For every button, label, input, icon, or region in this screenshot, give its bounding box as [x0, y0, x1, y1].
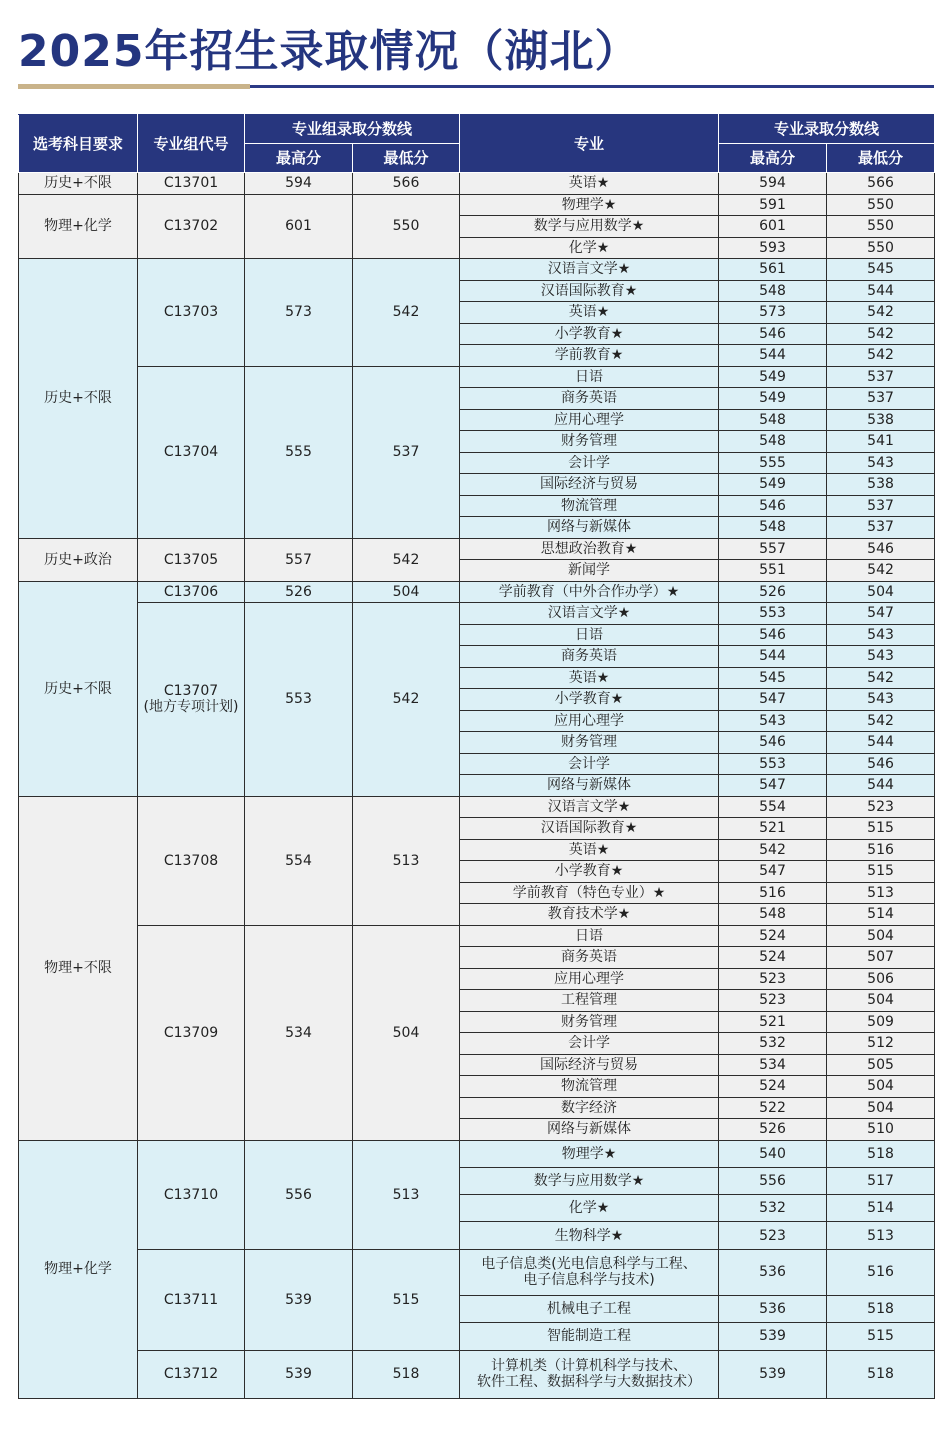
major-min-cell: 544: [827, 280, 935, 302]
major-name: 数学与应用数学★: [533, 1172, 645, 1189]
major-name: 财务管理: [561, 433, 618, 450]
major-name: 应用心理学: [554, 712, 625, 729]
major-name: 应用心理学: [554, 970, 625, 987]
major-name: 化学★: [568, 1200, 610, 1217]
major-max-cell: 546: [719, 624, 827, 646]
major-name: 财务管理: [561, 734, 618, 751]
major-max-cell: 573: [719, 302, 827, 324]
major-min-cell: 504: [827, 990, 935, 1012]
major-min-cell: 507: [827, 947, 935, 969]
title-underline-navy: [250, 85, 934, 88]
major-name-cell: [460, 409, 719, 431]
subject-cell: 历史+不限: [19, 581, 138, 796]
group-code-note: (地方专项计划): [143, 699, 239, 716]
major-min-cell: 550: [827, 194, 935, 216]
major-min-cell: 546: [827, 538, 935, 560]
major-name: 会计学: [568, 454, 611, 471]
group-code: C13704: [163, 444, 219, 460]
major-name-cell: [460, 646, 719, 668]
major-max-cell: 557: [719, 538, 827, 560]
major-name: 英语★: [568, 841, 610, 858]
major-name-cell: [460, 1222, 719, 1249]
header-group-code: 专业组代号: [138, 115, 245, 173]
major-max-cell: 546: [719, 323, 827, 345]
major-min-cell: 509: [827, 1011, 935, 1033]
major-name: 物流管理: [561, 497, 618, 514]
major-max-cell: 532: [719, 1033, 827, 1055]
major-max-cell: 534: [719, 1054, 827, 1076]
major-name-cell: [460, 237, 719, 259]
major-name-cell: [460, 818, 719, 840]
major-name: 工程管理: [561, 992, 618, 1009]
major-name-cell: [460, 1033, 719, 1055]
major-name-cell: [460, 302, 719, 324]
major-max-cell: 532: [719, 1195, 827, 1222]
major-min-cell: 538: [827, 409, 935, 431]
major-name: 物理学★: [561, 1145, 617, 1162]
group-code: C13701: [163, 175, 219, 192]
major-name: 商务英语: [561, 949, 618, 966]
major-min-cell: 518: [827, 1295, 935, 1323]
major-name: 新闻学: [568, 562, 611, 579]
major-min-cell: 512: [827, 1033, 935, 1055]
major-min-cell: 515: [827, 1323, 935, 1351]
group-code-cell: [138, 925, 245, 1140]
header-major-score: 专业录取分数线: [719, 115, 935, 144]
group-code: C13709: [163, 1024, 219, 1041]
group-code: C13703: [163, 304, 219, 321]
major-name-cell: [460, 495, 719, 517]
major-max-cell: 523: [719, 990, 827, 1012]
admission-table: [18, 114, 935, 1399]
header-group-min: 最低分: [353, 144, 460, 173]
major-name: 数学与应用数学★: [533, 218, 645, 235]
major-name-cell: [460, 345, 719, 367]
table-row: [19, 194, 935, 216]
major-max-cell: 522: [719, 1097, 827, 1119]
table-row: [19, 1350, 935, 1398]
major-name: 化学★: [568, 239, 610, 256]
major-max-cell: 553: [719, 753, 827, 775]
major-min-cell: 516: [827, 839, 935, 861]
major-min-cell: 542: [827, 710, 935, 732]
major-name-cell: [460, 1054, 719, 1076]
major-max-cell: 536: [719, 1249, 827, 1295]
major-min-cell: 543: [827, 624, 935, 646]
major-name: 汉语言文学★: [547, 798, 631, 815]
major-name-cell: [460, 1076, 719, 1098]
major-min-cell: 510: [827, 1119, 935, 1141]
major-name-cell: [460, 667, 719, 689]
group-max-cell: 534: [245, 925, 353, 1140]
group-min-cell: 515: [353, 1249, 460, 1350]
group-max-cell: 526: [245, 581, 353, 603]
major-name-cell: [460, 1295, 719, 1323]
major-name-cell: [460, 173, 719, 195]
major-min-cell: 542: [827, 345, 935, 367]
major-name: 机械电子工程: [547, 1300, 632, 1317]
table-row: [19, 1249, 935, 1295]
group-max-cell: 557: [245, 538, 353, 581]
major-min-cell: 542: [827, 302, 935, 324]
major-name-cell: [460, 323, 719, 345]
major-min-cell: 517: [827, 1167, 935, 1194]
major-name-line2: 电子信息科学与技术): [523, 1272, 655, 1289]
major-name-cell: [460, 581, 719, 603]
header-subject: 选考科目要求: [19, 115, 138, 173]
major-min-cell: 542: [827, 560, 935, 582]
group-code-cell: [138, 603, 245, 797]
major-max-cell: 551: [719, 560, 827, 582]
group-min-cell: 542: [353, 538, 460, 581]
major-max-cell: 549: [719, 474, 827, 496]
group-max-cell: 553: [245, 603, 353, 797]
major-name-cell: [460, 1323, 719, 1351]
major-max-cell: 593: [719, 237, 827, 259]
major-min-cell: 537: [827, 388, 935, 410]
group-max-cell: 594: [245, 173, 353, 195]
major-name: 英语★: [568, 669, 610, 686]
group-min-cell: 542: [353, 603, 460, 797]
major-name: 国际经济与贸易: [540, 1056, 639, 1073]
major-name-cell: [460, 689, 719, 711]
major-name: 网络与新媒体: [547, 1121, 632, 1138]
major-min-cell: 566: [827, 173, 935, 195]
major-name-cell: [460, 603, 719, 625]
major-name-cell: [460, 1249, 719, 1295]
major-min-cell: 506: [827, 968, 935, 990]
header-group-max: 最高分: [245, 144, 353, 173]
subject-cell: 物理+化学: [19, 1140, 138, 1398]
major-name: 学前教育★: [554, 347, 624, 364]
major-name-cell: [460, 732, 719, 754]
major-min-cell: 537: [827, 366, 935, 388]
major-name-cell: [460, 560, 719, 582]
major-min-cell: 518: [827, 1350, 935, 1398]
major-name-cell: [460, 753, 719, 775]
header-major-max: 最高分: [719, 144, 827, 173]
major-name-cell: [460, 259, 719, 281]
group-max-cell: 554: [245, 796, 353, 925]
subject-cell: 历史+政治: [19, 538, 138, 581]
major-max-cell: 521: [719, 818, 827, 840]
table-row: [19, 796, 935, 818]
major-name: 教育技术学★: [547, 906, 631, 923]
major-max-cell: 523: [719, 1222, 827, 1249]
major-min-cell: 537: [827, 517, 935, 539]
major-max-cell: 548: [719, 431, 827, 453]
major-name: 物流管理: [561, 1078, 618, 1095]
major-name: 电子信息类(光电信息科学与工程、: [481, 1256, 697, 1273]
major-max-cell: 547: [719, 775, 827, 797]
group-code-cell: [138, 259, 245, 367]
major-max-cell: 516: [719, 882, 827, 904]
major-min-cell: 541: [827, 431, 935, 453]
major-name-cell: [460, 517, 719, 539]
major-name-cell: [460, 947, 719, 969]
major-name: 会计学: [568, 755, 611, 772]
major-min-cell: 523: [827, 796, 935, 818]
group-code: C13706: [163, 583, 219, 600]
table-row: [19, 366, 935, 388]
page-title: 2025年招生录取情况（湖北）: [18, 26, 640, 77]
major-name: 智能制造工程: [547, 1328, 632, 1345]
major-max-cell: 521: [719, 1011, 827, 1033]
group-code-cell: [138, 1249, 245, 1350]
table-row: [19, 538, 935, 560]
group-min-cell: 537: [353, 366, 460, 538]
major-max-cell: 524: [719, 1076, 827, 1098]
major-min-cell: 545: [827, 259, 935, 281]
major-name-cell: [460, 882, 719, 904]
subject-cell: 物理+化学: [19, 194, 138, 259]
group-min-cell: 542: [353, 259, 460, 367]
major-name: 小学教育★: [554, 325, 624, 342]
major-name-cell: [460, 280, 719, 302]
header-major-min: 最低分: [827, 144, 935, 173]
major-name-line2: 软件工程、数据科学与大数据技术）: [477, 1374, 702, 1391]
major-max-cell: 547: [719, 861, 827, 883]
group-max-cell: 555: [245, 366, 353, 538]
major-name-cell: [460, 1195, 719, 1222]
major-max-cell: 553: [719, 603, 827, 625]
major-min-cell: 546: [827, 753, 935, 775]
major-min-cell: 504: [827, 581, 935, 603]
group-code-cell: [138, 194, 245, 259]
major-name-cell: [460, 474, 719, 496]
major-min-cell: 516: [827, 1249, 935, 1295]
group-max-cell: 573: [245, 259, 353, 367]
major-name: 汉语言文学★: [547, 261, 631, 278]
major-min-cell: 547: [827, 603, 935, 625]
major-min-cell: 550: [827, 216, 935, 238]
major-name: 商务英语: [561, 648, 618, 665]
major-name-cell: [460, 366, 719, 388]
group-code-cell: [138, 538, 245, 581]
major-name-cell: [460, 839, 719, 861]
major-name: 商务英语: [561, 390, 618, 407]
major-name: 汉语国际教育★: [540, 282, 638, 299]
major-name-cell: [460, 452, 719, 474]
major-max-cell: 591: [719, 194, 827, 216]
major-min-cell: 543: [827, 452, 935, 474]
header-major: 专业: [460, 115, 719, 173]
major-name: 物理学★: [561, 196, 617, 213]
major-name: 数字经济: [561, 1099, 618, 1116]
group-code-cell: [138, 581, 245, 603]
table-row: [19, 925, 935, 947]
major-name-cell: [460, 388, 719, 410]
major-max-cell: 526: [719, 581, 827, 603]
major-max-cell: 556: [719, 1167, 827, 1194]
major-min-cell: 544: [827, 775, 935, 797]
major-name: 汉语国际教育★: [540, 820, 638, 837]
group-min-cell: 513: [353, 796, 460, 925]
major-name-cell: [460, 1140, 719, 1167]
header-group-score: 专业组录取分数线: [245, 115, 460, 144]
major-max-cell: 544: [719, 345, 827, 367]
major-name-cell: [460, 968, 719, 990]
group-code: C13712: [163, 1366, 219, 1383]
major-max-cell: 549: [719, 366, 827, 388]
table-body: [19, 173, 935, 1399]
major-name: 应用心理学: [554, 411, 625, 428]
major-max-cell: 539: [719, 1323, 827, 1351]
major-name-cell: [460, 861, 719, 883]
major-min-cell: 515: [827, 861, 935, 883]
major-max-cell: 545: [719, 667, 827, 689]
major-min-cell: 543: [827, 689, 935, 711]
major-name: 日语: [575, 927, 604, 944]
subject-cell: 历史+不限: [19, 259, 138, 539]
major-name-cell: [460, 796, 719, 818]
major-max-cell: 542: [719, 839, 827, 861]
major-name-cell: [460, 1011, 719, 1033]
major-name-cell: [460, 710, 719, 732]
group-code: C13708: [163, 852, 219, 869]
major-max-cell: 554: [719, 796, 827, 818]
major-max-cell: 601: [719, 216, 827, 238]
major-min-cell: 542: [827, 667, 935, 689]
major-name: 计算机类（计算机科学与技术、: [491, 1358, 688, 1375]
major-name: 财务管理: [561, 1013, 618, 1030]
major-name: 思想政治教育★: [540, 540, 638, 557]
group-max-cell: 601: [245, 194, 353, 259]
group-code: C13710: [163, 1186, 219, 1203]
major-name: 生物科学★: [554, 1227, 624, 1244]
group-code-cell: [138, 1350, 245, 1398]
major-max-cell: 524: [719, 925, 827, 947]
table-row: [19, 173, 935, 195]
major-min-cell: 515: [827, 818, 935, 840]
group-code: C13707: [163, 683, 219, 700]
major-min-cell: 514: [827, 1195, 935, 1222]
major-max-cell: 546: [719, 732, 827, 754]
major-min-cell: 543: [827, 646, 935, 668]
group-code: C13705: [163, 551, 219, 568]
major-min-cell: 514: [827, 904, 935, 926]
major-min-cell: 513: [827, 1222, 935, 1249]
table-row: [19, 1140, 935, 1167]
group-min-cell: 513: [353, 1140, 460, 1249]
major-min-cell: 538: [827, 474, 935, 496]
group-code-cell: [138, 796, 245, 925]
major-name: 会计学: [568, 1035, 611, 1052]
title-underline-gold: [18, 84, 250, 89]
major-max-cell: 548: [719, 904, 827, 926]
major-name: 小学教育★: [554, 863, 624, 880]
major-name-cell: [460, 1167, 719, 1194]
major-max-cell: 526: [719, 1119, 827, 1141]
major-name-cell: [460, 194, 719, 216]
major-name: 日语: [575, 626, 604, 643]
major-min-cell: 544: [827, 732, 935, 754]
major-name-cell: [460, 990, 719, 1012]
major-max-cell: 594: [719, 173, 827, 195]
major-name-cell: [460, 925, 719, 947]
table-row: [19, 581, 935, 603]
group-max-cell: 539: [245, 1249, 353, 1350]
group-code-cell: [138, 366, 245, 538]
major-name-cell: [460, 775, 719, 797]
major-name: 英语★: [568, 304, 610, 321]
major-max-cell: 547: [719, 689, 827, 711]
major-name-cell: [460, 904, 719, 926]
major-name: 小学教育★: [554, 691, 624, 708]
major-name-cell: [460, 431, 719, 453]
table-row: [19, 603, 935, 625]
major-name-cell: [460, 1350, 719, 1398]
major-name-cell: [460, 538, 719, 560]
major-min-cell: 505: [827, 1054, 935, 1076]
group-code-cell: [138, 1140, 245, 1249]
major-max-cell: 548: [719, 280, 827, 302]
group-code: C13702: [163, 218, 219, 235]
group-min-cell: 566: [353, 173, 460, 195]
major-name: 国际经济与贸易: [540, 476, 639, 493]
major-name: 网络与新媒体: [547, 777, 632, 794]
subject-cell: 历史+不限: [19, 173, 138, 195]
major-min-cell: 504: [827, 1076, 935, 1098]
major-name-cell: [460, 216, 719, 238]
major-max-cell: 544: [719, 646, 827, 668]
major-max-cell: 548: [719, 409, 827, 431]
subject-cell: 物理+不限: [19, 796, 138, 1140]
major-min-cell: 537: [827, 495, 935, 517]
group-code-cell: [138, 173, 245, 195]
table-row: [19, 259, 935, 281]
major-max-cell: 549: [719, 388, 827, 410]
group-min-cell: 504: [353, 581, 460, 603]
major-max-cell: 561: [719, 259, 827, 281]
major-max-cell: 543: [719, 710, 827, 732]
major-name-cell: [460, 1119, 719, 1141]
group-min-cell: 550: [353, 194, 460, 259]
major-min-cell: 504: [827, 925, 935, 947]
group-min-cell: 504: [353, 925, 460, 1140]
group-code: C13711: [163, 1291, 219, 1308]
major-max-cell: 524: [719, 947, 827, 969]
major-name: 英语★: [568, 175, 610, 192]
group-max-cell: 539: [245, 1350, 353, 1398]
major-min-cell: 513: [827, 882, 935, 904]
major-name: 学前教育（特色专业）★: [512, 884, 666, 901]
major-max-cell: 523: [719, 968, 827, 990]
major-name: 网络与新媒体: [547, 519, 632, 536]
major-name-cell: [460, 624, 719, 646]
major-name: 日语: [575, 368, 604, 385]
major-max-cell: 539: [719, 1350, 827, 1398]
group-min-cell: 518: [353, 1350, 460, 1398]
major-max-cell: 555: [719, 452, 827, 474]
major-min-cell: 542: [827, 323, 935, 345]
major-max-cell: 548: [719, 517, 827, 539]
group-max-cell: 556: [245, 1140, 353, 1249]
major-min-cell: 550: [827, 237, 935, 259]
major-max-cell: 536: [719, 1295, 827, 1323]
major-min-cell: 504: [827, 1097, 935, 1119]
major-min-cell: 518: [827, 1140, 935, 1167]
major-max-cell: 540: [719, 1140, 827, 1167]
major-max-cell: 546: [719, 495, 827, 517]
major-name: 学前教育（中外合作办学）★: [498, 583, 680, 600]
major-name: 汉语言文学★: [547, 605, 631, 622]
major-name-cell: [460, 1097, 719, 1119]
